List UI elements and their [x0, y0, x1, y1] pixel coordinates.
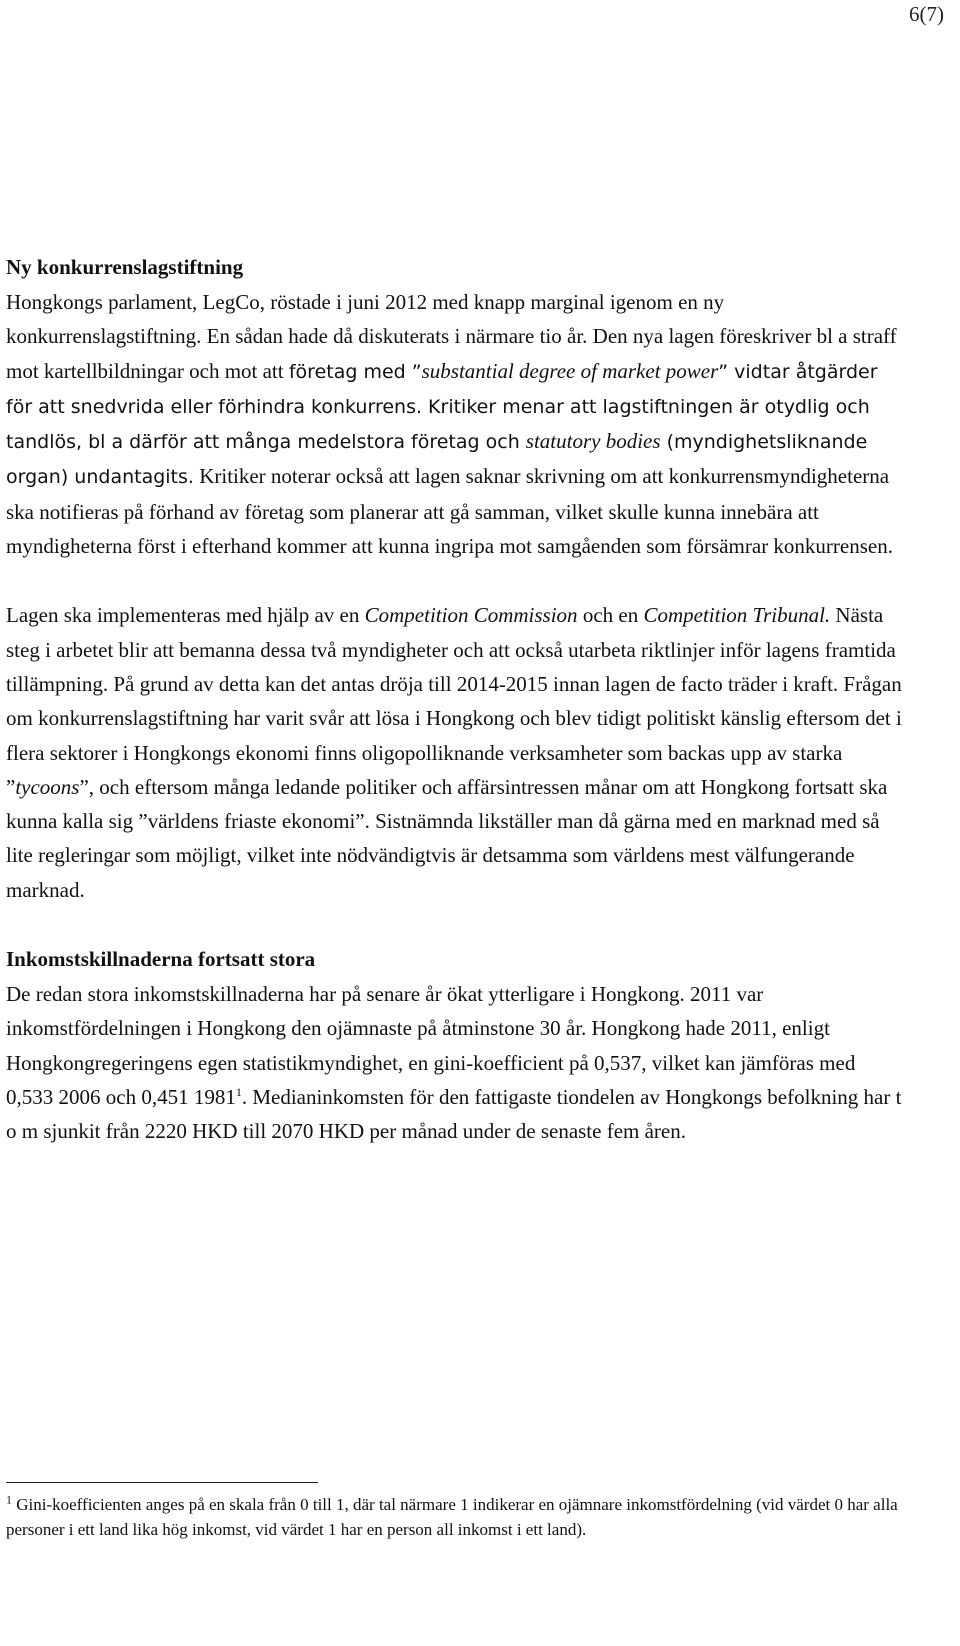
paragraph-income-gap [6, 977, 906, 1148]
text-run: De redan stora inkomstskillnaderna har på senare år ökat ytterligare i Hongkong. 2011 var inkomstfördelningen i Hongkong den ojämnaste på åtminstone 30 år. Hongkong hade 2011, enligt Hongkongregeringens egen statistikmyndighet, en gini-koefficient på 0,537, vilket kan jämföras med 0,533 2006 och 0,451 1981 [6, 982, 856, 1109]
footnote-reference[interactable]: 1 [235, 1084, 242, 1099]
paragraph-competition-law [6, 285, 906, 563]
section-heading-income-gap: Inkomstskillnaderna fortsatt stora [6, 947, 316, 972]
footnote-marker: 1 [6, 1492, 12, 1507]
italic-term: Competition Commission [364, 603, 578, 628]
italic-term: statutory bodies [525, 429, 661, 454]
italic-term: substantial degree of market power [421, 358, 719, 383]
text-run: Kritiker noterar också att lagen saknar skrivning om att konkurrensmyndigheterna ska notifieras på förhand av företag som planerar att gå samman, vilket skulle kunna innebära att myndigheterna först i efterhand kommer att kunna ingripa mot samgåenden som försämrar konkurrensen. [6, 464, 893, 559]
page-number: 6(7) [909, 2, 944, 26]
text-run: ” vidtar åtgärder för att snedvrida eller förhindra konkurrens. [6, 360, 878, 418]
document-body [6, 250, 906, 1149]
paragraph-gap [6, 907, 906, 942]
footnote [6, 1492, 906, 1542]
italic-term: Competition Tribunal. [643, 603, 831, 628]
text-run: och en [577, 603, 644, 628]
paragraph-gap [6, 563, 906, 598]
text-run: Kritiker menar att lagstiftningen är otydlig och tandlös, bl a därför att många medelstora företag och [6, 395, 870, 454]
text-run: Nästa steg i arbetet blir att bemanna dessa två myndigheter och att också utarbeta riktlinjer inför lagens framtida tillämpning. På grund av detta kan det antas dröja till 2014-2015 innan lagen de facto träder i kraft. Frågan om konkurrenslagstiftning har varit svår att lösa i Hongkong och blev tidigt politiskt känslig eftersom det i flera sektorer i Hongkongs ekonomi finns oligopolliknande verksamheter som backas upp av starka ” [6, 603, 902, 799]
section-heading-competition-law: Ny konkurrenslagstiftning [6, 255, 244, 279]
text-run: Hongkongs parlament, LegCo, röstade i juni 2012 med knapp marginal igenom en ny konkurrenslagstiftning. En sådan hade då diskuterats i närmare tio år. Den nya lagen föreskriver bl a straff mot kartellbildningar och mot att [6, 290, 897, 383]
text-run: företag med ” [288, 360, 422, 383]
footnote-separator [6, 1482, 318, 1483]
italic-term: tycoons [15, 774, 80, 799]
text-run: (myndighetsliknande organ) undantagits. [6, 431, 868, 489]
text-run: Lagen ska implementeras med hjälp av en [6, 603, 365, 628]
paragraph-implementation [6, 598, 906, 907]
text-run: . Medianinkomsten för den fattigaste tiondelen av Hongkongs befolkning har t o m sjunkit från 2220 HKD till 2070 HKD per månad under de senaste fem åren. [6, 1084, 902, 1144]
footnote-text: Gini-koefficienten anges på en skala från 0 till 1, där tal närmare 1 indikerar en ojämnare inkomstfördelning (vid värdet 0 har alla personer i ett land lika hög inkomst, vid värdet 1 har en person all inkomst i ett land). [6, 1495, 898, 1539]
text-run: ”, och eftersom många ledande politiker och affärsintressen månar om att Hongkong fortsatt ska kunna kalla sig ”världens friaste ekonomi”. Sistnämnda likställer man då gärna med en marknad med så lite regleringar som möjligt, vilket inte nödvändigtvis är detsamma som världens mest välfungerande marknad. [6, 774, 888, 902]
